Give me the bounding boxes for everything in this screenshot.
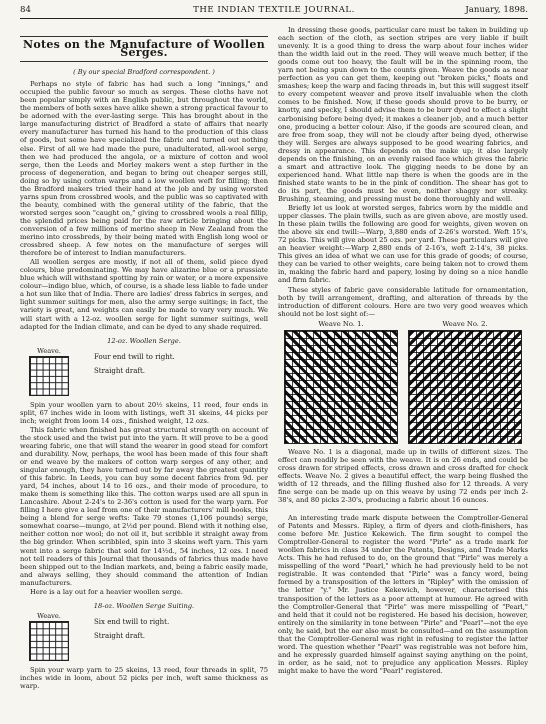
weave-figure-2 bbox=[26, 612, 268, 661]
weave-grid-diagram bbox=[408, 330, 522, 444]
article-title: Notes on the Manufacture of Woollen Serges. bbox=[20, 36, 268, 62]
weave-no-2 bbox=[406, 320, 524, 444]
weave-label: Weave. bbox=[37, 346, 61, 355]
section-divider bbox=[328, 509, 478, 510]
page-number: 84 bbox=[20, 5, 31, 15]
paragraph: Weave No. 1 is a diagonal, made up in twills of different sizes. The effect can readily be seen with the weave. It is on 26 ends, and could be cross drawn for striped effects, cross drawn and cross drafted for check effects. Weave No. 2 gives a beautiful effect, the warp being flushed the width of 12 threads, and the filling flushed also for 12 threads. A very fine serge can be made up on this weave by using 72 ends per inch 2-38's, and 80 picks 2-30's, producing a fabric about 16 ounces. bbox=[278, 447, 528, 505]
figure-caption: 18-oz. Woollen Serge Suiting. bbox=[93, 601, 195, 610]
weave-label: Weave No. 2. bbox=[442, 319, 488, 328]
weave-label: Weave. bbox=[37, 611, 61, 620]
weave-no-1 bbox=[282, 320, 400, 444]
weave-grid-diagram bbox=[29, 356, 69, 396]
weave-description: Four end twill to right. bbox=[94, 352, 175, 361]
right-column bbox=[278, 26, 528, 676]
paragraph: These styles of fabric gave considerable latitude for ornamentation, both by twill arrangement, drafting, and alteration of threads by the introduction of different colours. Here are two very good weaves which should not be lost sight of:— bbox=[278, 285, 528, 318]
journal-title: THE INDIAN TEXTILE JOURNAL. bbox=[193, 5, 355, 15]
paragraph: In dressing these goods, particular care must be taken in building up each section of the cloth, as section stripes are very liable if built unevenly. It is a good thing to dress the warp about four inches wider than the width laid out in the reed. They will weave much better, if the goods come out too heavy, the fault will be in the spinning room, the yarn not being spun down to the counts given. Weave the goods as near perfection as you can get them, keeping out "broken picks," floats and smashes; keep the warp and facing threads in, but this will suggest itself to every competent weaver and prove itself invaluable when the cloth comes to be finished. Now, if these goods should prove to be burry, or knotty, and specky, I should advise them to be burr dyed to effect a slight carbonising before being dyed; it makes a cleaner job, and a much better one, producing a better colour. Also, if the goods are scoured clean, and are free from soap, they will not be cloudy after being dyed, otherwise they will. Serges are always supposed to be good wearing fabrics, and dressy in appearance. This depends on the make up; it also largely depends on the finishing, on an evenly raised face which gives the fabric a smart and attractive look. The gigging needs to be done by an experienced hand. What little nap there is when the goods are in the finished state wants to be in the pink of condition. The shear has got to do its part, the goods must be even, neither shaggy nor streaky. Brushing, steaming, and pressing must be done thoroughly and well. bbox=[278, 26, 528, 203]
weave-label: Weave No. 1. bbox=[318, 319, 364, 328]
page-header bbox=[20, 5, 528, 19]
weave-diagrams bbox=[282, 320, 524, 444]
paragraph: Perhaps no style of fabric has had such a long "innings," and occupied the public favour so much as serges. These cloths have not been popular simply with an English public, but throughout the world, the members of both sexes have alike shewn a strong practical favour to be adorned with the ever-lasting serge. This has brought about in the large manufacturing district of Bradford a state of affairs that nearly every manufacturer has turned his hand to the production of this class of goods, but some have specialized the fabric and turned out nothing else. First of all we had made the pure, unadulterated, all-wool serge, then we had produced the angola, or a mixture of cotton and wool serge, then the Leeds and Morley makers went a step further in the process of degeneration, and began to bring out cheaper serges still, doing so by using cotton warps and a low woollen weft for filling; then the Bradford makers tried their hand at the job and by using worsted yarns spun from crossbred wools, and the public was so captivated with the beauty, combined with the general utility of the fabric, that the worsted serges soon "caught on," giving to crossbred wools a real fillip, the splendid prices being paid for the raw article bringing about the conversion of a few millions of merino sheep in New Zealand from the merino into crossbreds, by their being mated with English long wool or crossbred sheep. A few notes on the manufacture of serges will therefore be of interest to Indian manufacturers. bbox=[20, 80, 268, 258]
weave-description: Six end twill to right. bbox=[94, 617, 170, 626]
paragraph: All woollen serges are mostly, if not all of them, solid piece dyed colours, blue predominating. We may have alizarine blue or a prussiate blue which will withstand spotting by rain or water, or a more expensive colour—indigo blue, which, of course, is a shade less liable to fade under a hot sun like that of India. There are ladies' dress fabrics in serges, and light summer suitings for men, also the army serge suitings; in fact, the variety is great, and weights can easily be made to vary very much. We will start with a 12-oz. woollen serge for light summer suitings, well adapted for the Indian climate, and can be dyed to any shade required. bbox=[20, 258, 268, 331]
header-rule bbox=[20, 18, 528, 19]
correspondent-line: ( By our special Bradford correspondent. ) bbox=[73, 68, 215, 77]
paragraph: Spin your warp yarn to 25 skeins, 13 reed, four threads in split, 75 inches wide in loom, about 52 picks per inch, weft same thickness as warp. bbox=[20, 665, 268, 690]
figure-caption: 12-oz. Woollen Serge. bbox=[107, 336, 181, 345]
paragraph: This fabric when finished has great structural strength on account of the stock used and the twist put into the yarn. It will prove to be a good wearing fabric, one that will stand the wearer in good stead for comfort and durability. Now, perhaps, the wool has been made of this four shaft or end weave by the makers of cotton warp serges of any other, and singular enough, they have turned out by far away the greatest quantity of this fabric. In Leeds, you can buy some decent fabrics from 9d. per yard, 54 inches, about 14 to 16 ozs., and their mode of procedure, to make them is something like this. The cotton warps used are all spun in Lancashire. About 2-24's to 2-36's cotton is used for the warp yarn. For filling I here give a leaf from one of their manufacturers' mill books, this being a blend for serge wefts: Take 79 stones (1,106 pounds) serge, somewhat coarse—mungo, at 2½d per pound. Blend with it nothing else, neither cotton nor wool; do not oil it, but scribble it straight away from the big grinder. When scribbled, spin into 3 skeins weft yarn. This yarn went into a serge fabric that sold for 14½d., 54 inches, 12 ozs. I need not tell readers of this Journal that thousands of fabrics thus made have been shipped out to the Indian markets, and, being a fabric easily made, and always selling, they should command the attention of Indian manufacturers. bbox=[20, 425, 268, 587]
paragraph: Briefly let us look at worsted serges, fabrics worn by the middle and upper classes. The plain twills, such as are given above, are mostly used. In these plain twills the following are good for weights, given woven on the above six end twill:—Warp, 3,880 ends of 2-26's worsted. Weft 15's, 72 picks. This will give about 25 ozs. per yard. These particulars will give an heavier weight:—Warp 2,880 ends of 2-16's, weft 2-14's, 38 picks. This gives an idea of what we can use for this grade of goods; of course, they can be varied to other weights, care being taken not to crowd them in, making the fabric hard and papery, losing by doing so a nice handle and firm fabric. bbox=[278, 204, 528, 285]
weave-figure-1 bbox=[26, 347, 268, 396]
paragraph: Here is a lay out for a heavier woollen serge. bbox=[30, 587, 183, 596]
weave-grid-diagram bbox=[284, 330, 398, 444]
paragraph: Spin your woollen yarn to about 20½ skeins, 11 reed, four ends in split, 67 inches wide in loom with listings, weft 31 skeins, 44 picks per inch; weight from loom 14 ozs., finished weight, 12 ozs. bbox=[20, 400, 268, 425]
issue-date: January, 1898. bbox=[465, 5, 528, 15]
weave-grid-diagram bbox=[29, 621, 69, 661]
left-column bbox=[20, 26, 268, 691]
draft-description: Straight draft. bbox=[94, 366, 146, 375]
draft-description: Straight draft. bbox=[94, 631, 146, 640]
news-paragraph: An interesting trade mark dispute between the Comptroller-General of Patents and Messrs. Ripley, a firm of dyers and cloth-finishers, has come before Mr. Justice Kekewich. The firm sought to compel the Comptroller-General to register the word "Pirle" as a trade mark for woollen fabrics in class 34 under the Patents, Designs, and Trade Marks Acts. This he had refused to do, on the ground that "Pirle" was merely a misspelling of the word "Pearl," which he had previously held to be not registrable. It was contended that "Pirle" was a fancy word, being formed by a transposition of the letters in "Ripley" with the omission of the letter "y." Mr. Justice Kekewich, however, characterised this transposition of the letters as a poor attempt at humour. He agreed with the Comptroller-General that "Pirle" was mere misspelling of "Pearl," and held that it could not be registered. He based his decision, however, entirely on the similarity in tone between "Pirle" and "Pearl"—not the eye only, he said, but the ear also must be consulted—and on the assumption that the Comptroller-General was right in refusing to register the latter word. The question whether "Pearl" was registrable was not before him, and he expressly guarded himself against saying anything on the point, in order, as he said, not to prejudice any application Messrs. Ripley might make to have the word "Pearl" registered. bbox=[278, 514, 528, 675]
